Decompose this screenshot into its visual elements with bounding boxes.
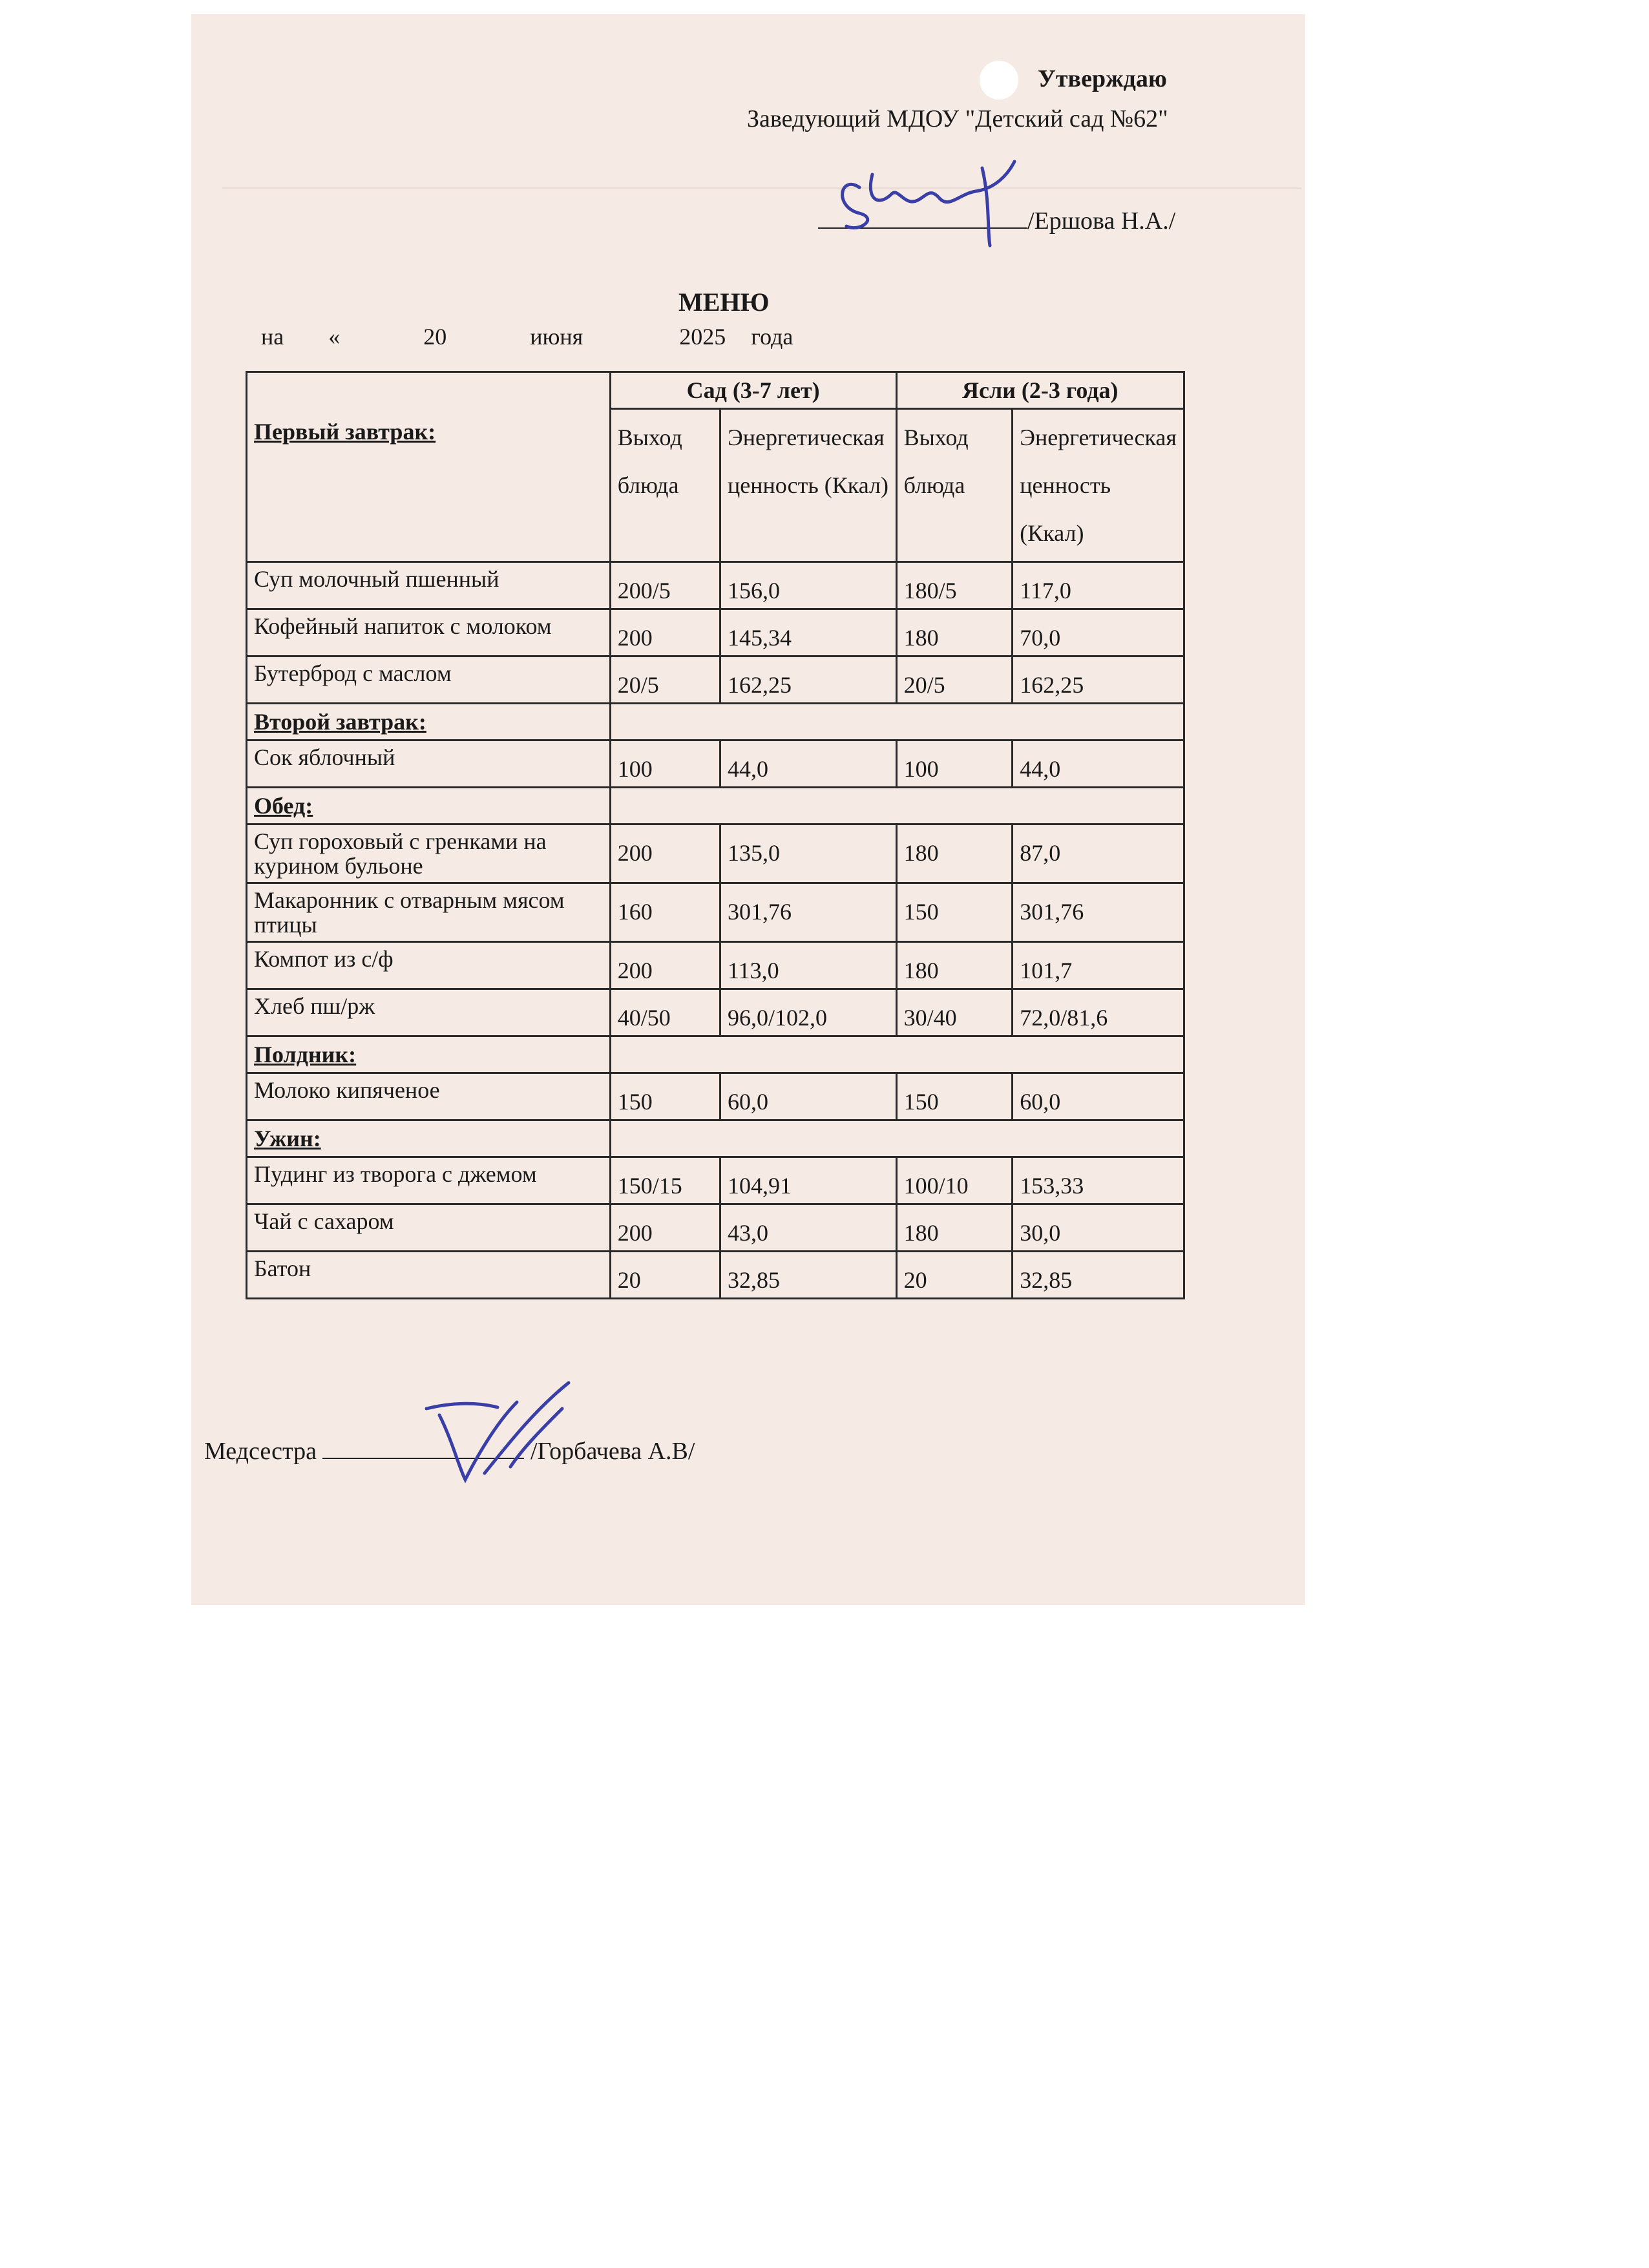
header-nursery-yield: Выход блюда — [896, 409, 1013, 562]
cell-n-yield: 180 — [896, 609, 1013, 656]
cell-n-yield: 180/5 — [896, 562, 1013, 609]
section-title-cell — [247, 1120, 611, 1157]
table-row — [247, 609, 1184, 656]
cell-g-yield: 200 — [610, 1204, 720, 1252]
head-signature — [821, 149, 1034, 252]
menu-body — [247, 562, 1184, 1299]
cell-n-yield: 30/40 — [896, 989, 1013, 1036]
cell-g-yield: 200 — [610, 824, 720, 883]
cell-n-kcal: 72,0/81,6 — [1013, 989, 1184, 1036]
document-title: МЕНЮ — [678, 288, 770, 317]
section-row — [247, 704, 1184, 740]
date-prefix: на — [261, 324, 284, 350]
cell-g-yield: 20/5 — [610, 656, 720, 704]
cell-dish: Кофейный напиток с молоком — [247, 609, 611, 656]
cell-g-yield: 40/50 — [610, 989, 720, 1036]
cell-g-yield: 200 — [610, 609, 720, 656]
cell-g-kcal: 44,0 — [720, 740, 896, 788]
cell-g-kcal: 156,0 — [720, 562, 896, 609]
section-title: Второй завтрак: — [254, 709, 426, 735]
date-quote: « — [328, 324, 341, 350]
cell-g-kcal: 96,0/102,0 — [720, 989, 896, 1036]
section-empty-cell — [610, 788, 1184, 824]
section-title-cell — [247, 788, 611, 824]
cell-dish: Сок яблочный — [247, 740, 611, 788]
cell-n-kcal: 87,0 — [1013, 824, 1184, 883]
section-title: Обед: — [254, 793, 313, 819]
header-garden-yield: Выход блюда — [610, 409, 720, 562]
cell-g-kcal: 301,76 — [720, 883, 896, 942]
nurse-signature — [414, 1376, 582, 1486]
cell-n-kcal: 117,0 — [1013, 562, 1184, 609]
section-empty-cell — [610, 1120, 1184, 1157]
cell-g-kcal: 135,0 — [720, 824, 896, 883]
table-row — [247, 1157, 1184, 1204]
cell-n-yield: 20/5 — [896, 656, 1013, 704]
section-row — [247, 1036, 1184, 1073]
section-empty-cell — [610, 1036, 1184, 1073]
cell-n-yield: 100 — [896, 740, 1013, 788]
section-row — [247, 1120, 1184, 1157]
cell-g-kcal: 32,85 — [720, 1252, 896, 1299]
header-garden: Сад (3-7 лет) — [610, 372, 896, 409]
cell-n-kcal: 32,85 — [1013, 1252, 1184, 1299]
cell-g-kcal: 162,25 — [720, 656, 896, 704]
cell-g-yield: 200 — [610, 942, 720, 989]
table-row — [247, 883, 1184, 942]
table-row — [247, 656, 1184, 704]
nurse-label: Медсестра — [204, 1438, 317, 1465]
cell-n-kcal: 153,33 — [1013, 1157, 1184, 1204]
cell-dish: Суп молочный пшенный — [247, 562, 611, 609]
header-nursery-energy: Энергетическая ценность (Ккал) — [1013, 409, 1184, 562]
date-year: 2025 — [679, 324, 726, 350]
cell-g-yield: 200/5 — [610, 562, 720, 609]
cell-n-yield: 180 — [896, 824, 1013, 883]
cell-g-kcal: 113,0 — [720, 942, 896, 989]
cell-dish: Молоко кипяченое — [247, 1073, 611, 1120]
section-row — [247, 788, 1184, 824]
cell-n-yield: 150 — [896, 1073, 1013, 1120]
cell-g-yield: 150/15 — [610, 1157, 720, 1204]
section-title-cell — [247, 704, 611, 740]
section-empty-cell — [610, 704, 1184, 740]
cell-n-kcal: 60,0 — [1013, 1073, 1184, 1120]
cell-n-yield: 100/10 — [896, 1157, 1013, 1204]
menu-table — [246, 371, 1185, 1299]
cell-g-yield: 100 — [610, 740, 720, 788]
punch-hole — [980, 61, 1018, 100]
cell-dish: Хлеб пш/рж — [247, 989, 611, 1036]
cell-g-kcal: 43,0 — [720, 1204, 896, 1252]
approve-label: Утверждаю — [1038, 65, 1167, 92]
cell-n-yield: 150 — [896, 883, 1013, 942]
cell-n-kcal: 44,0 — [1013, 740, 1184, 788]
table-row — [247, 1204, 1184, 1252]
section-title-cell — [247, 1036, 611, 1073]
cell-dish: Суп гороховый с гренками на курином бульоне — [247, 824, 611, 883]
group-header-row — [247, 372, 1184, 409]
nurse-name: /Горбачева А.В/ — [530, 1438, 695, 1465]
cell-n-kcal: 30,0 — [1013, 1204, 1184, 1252]
date-month: июня — [530, 324, 583, 350]
cell-g-yield: 150 — [610, 1073, 720, 1120]
table-row — [247, 740, 1184, 788]
cell-dish: Батон — [247, 1252, 611, 1299]
section-title: Полдник: — [254, 1042, 357, 1067]
cell-n-yield: 20 — [896, 1252, 1013, 1299]
table-row — [247, 1252, 1184, 1299]
cell-g-kcal: 104,91 — [720, 1157, 896, 1204]
head-position: Заведующий МДОУ "Детский сад №62" — [747, 105, 1168, 132]
table-row — [247, 562, 1184, 609]
section-title: Первый завтрак: — [254, 419, 436, 445]
header-nursery: Ясли (2-3 года) — [896, 372, 1184, 409]
cell-dish: Компот из с/ф — [247, 942, 611, 989]
cell-dish: Пудинг из творога с джемом — [247, 1157, 611, 1204]
cell-g-yield: 20 — [610, 1252, 720, 1299]
table-row — [247, 942, 1184, 989]
cell-g-kcal: 145,34 — [720, 609, 896, 656]
header-garden-energy: Энергетическая ценность (Ккал) — [720, 409, 896, 562]
date-day: 20 — [423, 324, 447, 350]
cell-n-yield: 180 — [896, 1204, 1013, 1252]
cell-n-yield: 180 — [896, 942, 1013, 989]
date-suffix: года — [751, 324, 793, 350]
cell-n-kcal: 101,7 — [1013, 942, 1184, 989]
table-row — [247, 989, 1184, 1036]
approver-name: /Ершова Н.А./ — [1027, 207, 1176, 235]
cell-dish: Макаронник с отварным мясом птицы — [247, 883, 611, 942]
cell-n-kcal: 70,0 — [1013, 609, 1184, 656]
cell-g-kcal: 60,0 — [720, 1073, 896, 1120]
header-first-section — [247, 372, 611, 562]
menu-date — [261, 323, 793, 350]
cell-dish: Чай с сахаром — [247, 1204, 611, 1252]
section-title: Ужин: — [254, 1126, 321, 1151]
cell-dish: Бутерброд с маслом — [247, 656, 611, 704]
cell-g-yield: 160 — [610, 883, 720, 942]
table-row — [247, 824, 1184, 883]
cell-n-kcal: 162,25 — [1013, 656, 1184, 704]
cell-n-kcal: 301,76 — [1013, 883, 1184, 942]
table-row — [247, 1073, 1184, 1120]
